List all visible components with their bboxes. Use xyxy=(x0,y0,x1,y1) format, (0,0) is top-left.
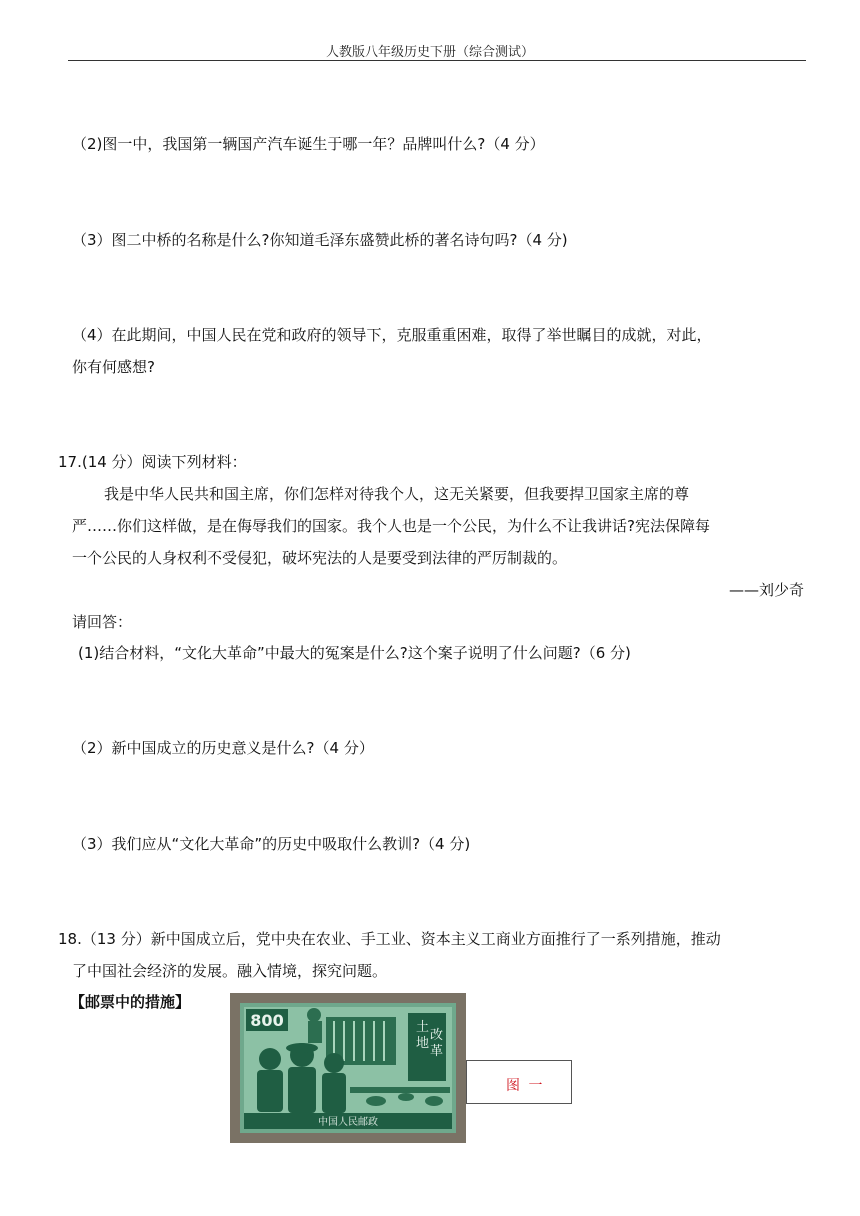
stamp-title-char-3: 改 xyxy=(430,1028,444,1043)
stamp-bottom-text: 中国人民邮政 xyxy=(318,1117,378,1128)
q17-material-line1: 我是中华人民共和国主席，你们怎样对待我个人，这无关紧要，但我要捍卫国家主席的尊 xyxy=(104,485,690,503)
q17-material-line3: 一个公民的人身权利不受侵犯，破坏宪法的人是要受到法律的严厉制裁的。 xyxy=(72,549,568,567)
page-header: 人教版八年级历史下册（综合测试） xyxy=(325,45,534,60)
q17-sub3: （3）我们应从“文化大革命”的历史中吸取什么教训?（4 分) xyxy=(72,835,471,853)
land-reform-stamp-image xyxy=(230,993,466,1143)
stamp-illustration xyxy=(230,993,466,1143)
q17-prompt: 请回答： xyxy=(72,613,133,631)
q18-line1: 18.（13 分）新中国成立后，党中央在农业、手工业、资本主义工商业方面推行了一系列措施，推动 xyxy=(58,930,721,948)
q17-title: 17.(14 分）阅读下列材料： xyxy=(58,453,247,471)
q17-material-line2: 严……你们这样做，是在侮辱我们的国家。我个人也是一个公民，为什么不让我讲话?宪法保障每 xyxy=(72,517,710,535)
q16-sub4-line2: 你有何感想? xyxy=(72,358,155,376)
header-rule xyxy=(68,60,806,61)
stamp-value: 800 xyxy=(250,1011,284,1030)
stamp-title-char-4: 革 xyxy=(430,1044,444,1059)
q17-sub1: (1)结合材料，“文化大革命”中最大的冤案是什么?这个案子说明了什么问题?（6 分) xyxy=(78,644,631,662)
q16-sub3: （3）图二中桥的名称是什么?你知道毛泽东盛赞此桥的著名诗句吗?（4 分) xyxy=(72,231,568,249)
stamp-title-char-2: 地 xyxy=(416,1036,430,1051)
q18-line2: 了中国社会经济的发展。融入情境，探究问题。 xyxy=(72,962,388,980)
q17-source: ——刘少奇 xyxy=(728,581,804,599)
q18-section-title: 【邮票中的措施】 xyxy=(70,993,191,1011)
q16-sub2: （2)图一中，我国第一辆国产汽车诞生于哪一年？品牌叫什么?（4 分） xyxy=(72,135,545,153)
q17-sub2: （2）新中国成立的历史意义是什么?（4 分） xyxy=(72,739,374,757)
figure-label: 图 一 xyxy=(506,1078,545,1094)
stamp-title-char-1: 土 xyxy=(416,1020,430,1035)
q16-sub4-line1: （4）在此期间，中国人民在党和政府的领导下，克服重重困难，取得了举世瞩目的成就，对此， xyxy=(72,326,712,344)
